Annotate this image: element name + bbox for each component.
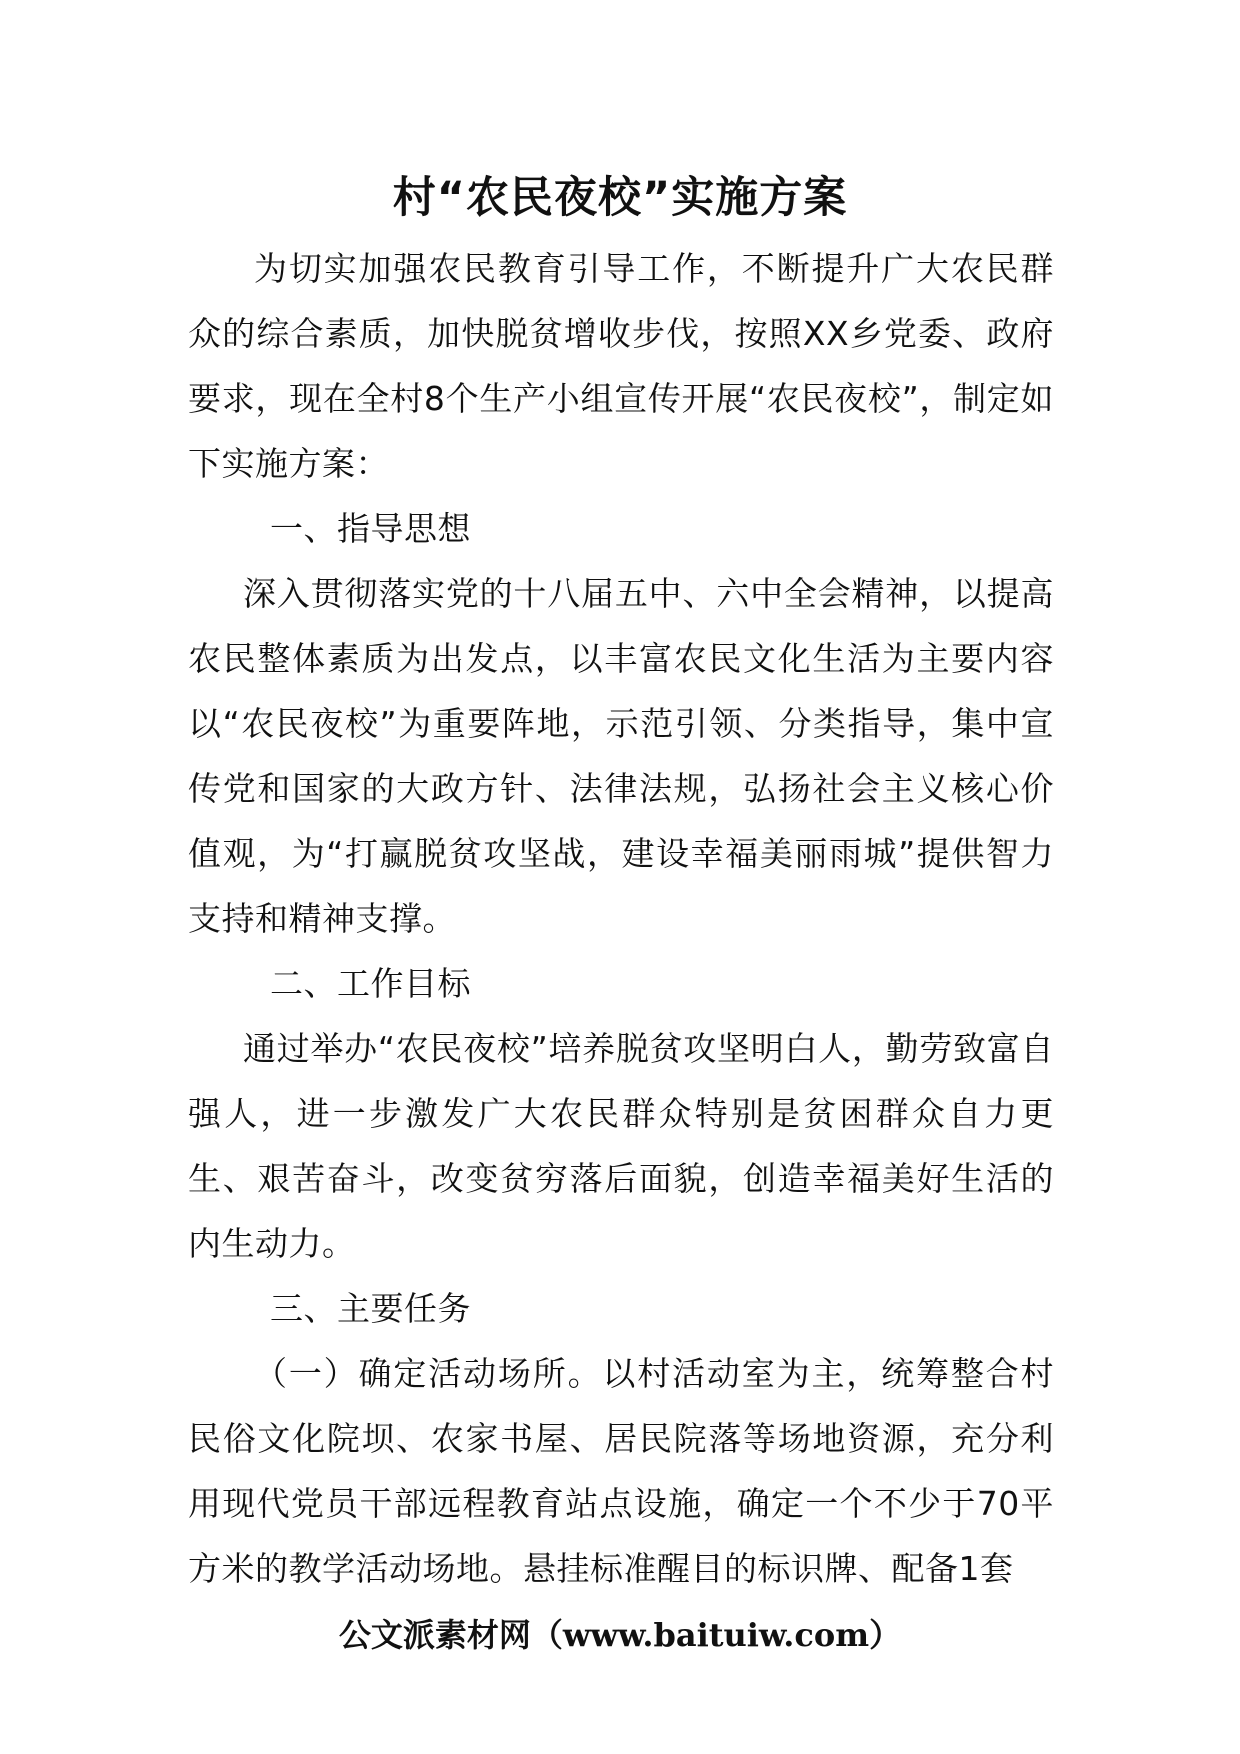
- section-heading-work-goals: 二、工作目标: [270, 964, 471, 1003]
- document-title: 村“农民夜校”实施方案: [392, 173, 848, 223]
- section-paragraph-work-goals: 通过举办“农民夜校”培养脱贫攻坚明白人，勤劳致富自强人，进一步激发广大农民群众特别是贫困群众自力更生、艰苦奋斗，改变贫穷落后面貌，创造幸福美好生活的内生动力。: [188, 1029, 1054, 1263]
- section-paragraph-main-tasks-item1: （一）确定活动场所。以村活动室为主，统筹整合村民俗文化院坝、农家书屋、居民院落等场地资源，充分利用现代党员干部远程教育站点设施，确定一个不少于70平方米的教学活动场地。悬挂标准醒目的标识牌、配备1套: [188, 1354, 1054, 1588]
- section-heading-main-tasks: 三、主要任务: [270, 1289, 471, 1328]
- section-heading-guiding-ideology: 一、指导思想: [270, 509, 471, 548]
- section-paragraph-guiding-ideology: 深入贯彻落实党的十八届五中、六中全会精神，以提高农民整体素质为出发点，以丰富农民文化生活为主要内容以“农民夜校”为重要阵地，示范引领、分类指导，集中宣传党和国家的大政方针、法律法规，弘扬社会主义核心价值观，为“打赢脱贫攻坚战，建设幸福美丽雨城”提供智力支持和精神支撑。: [188, 574, 1054, 938]
- intro-paragraph: 为切实加强农民教育引导工作，不断提升广大农民群众的综合素质，加快脱贫增收步伐，按照XX乡党委、政府要求，现在全村8个生产小组宣传开展“农民夜校”，制定如下实施方案：: [188, 249, 1054, 483]
- footer-watermark: 公文派素材网（www.baituiw.com）: [338, 1616, 902, 1654]
- document-body: [188, 236, 1054, 1601]
